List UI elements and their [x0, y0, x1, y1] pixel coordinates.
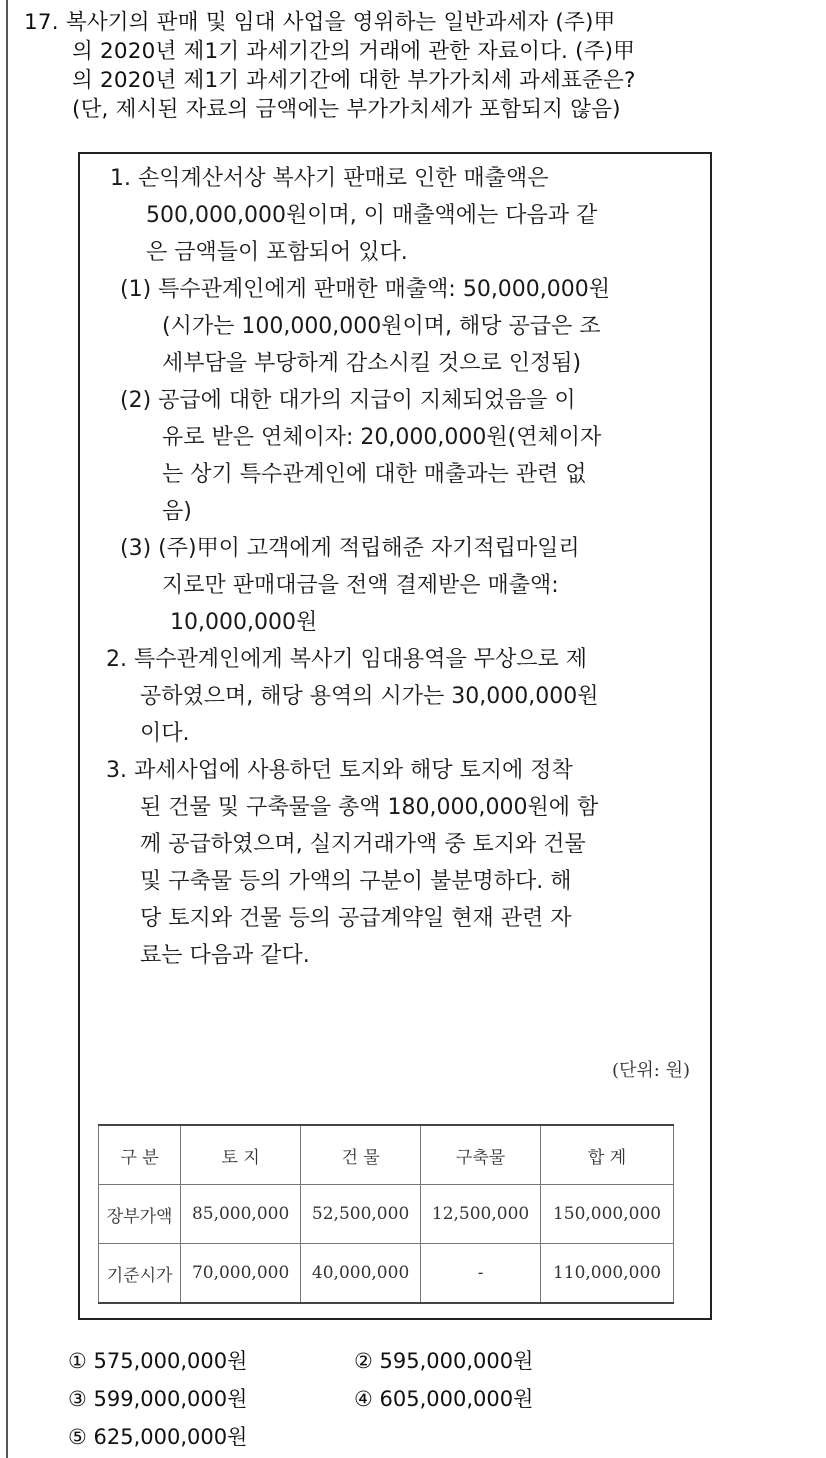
question-line: (단, 제시된 자료의 금액에는 부가가치세가 포함되지 않음): [72, 97, 621, 122]
box-line: (3) (주)甲이 고객에게 적립해준 자기적립마일리: [120, 536, 580, 561]
box-line: (1) 특수관계인에게 판매한 매출액: 50,000,000원: [120, 277, 611, 302]
table-cell: 장부가액: [99, 1185, 181, 1244]
box-line: 유로 받은 연체이자: 20,000,000원(연체이자: [162, 425, 602, 450]
data-box-text: [100, 160, 700, 974]
data-box: [78, 152, 712, 1320]
table-row: [99, 1244, 674, 1304]
table-cell: 150,000,000: [541, 1185, 674, 1244]
table-cell: 70,000,000: [181, 1244, 301, 1304]
question-line: 의 2020년 제1기 과세기간에 대한 부가가치세 과세표준은?: [72, 68, 636, 93]
question-stem: [24, 8, 804, 124]
box-line: (시가는 100,000,000원이며, 해당 공급은 조: [162, 314, 601, 339]
box-line: 지로만 판매대금을 전액 결제받은 매출액:: [162, 573, 559, 598]
question-number: 17.: [24, 10, 59, 35]
table-header-cell: 합 계: [541, 1125, 674, 1185]
box-line: (2) 공급에 대한 대가의 지급이 지체되었음을 이: [120, 388, 576, 413]
table-cell: 110,000,000: [541, 1244, 674, 1304]
box-line: 1. 손익계산서상 복사기 판매로 인한 매출액은: [110, 166, 549, 191]
box-line: 음): [162, 499, 192, 524]
box-line: 공하였으며, 해당 용역의 시가는 30,000,000원: [140, 684, 599, 709]
table-header-row: [99, 1125, 674, 1185]
table-cell: 85,000,000: [181, 1185, 301, 1244]
box-line: 10,000,000원: [170, 610, 318, 635]
table-cell: 12,500,000: [421, 1185, 541, 1244]
box-line: 및 구축물 등의 가액의 구분이 불분명하다. 해: [140, 869, 572, 894]
table-header-cell: 구 분: [99, 1125, 181, 1185]
table-row: [99, 1185, 674, 1244]
box-line: 세부담을 부당하게 감소시킬 것으로 인정됨): [162, 351, 582, 376]
table-cell: 40,000,000: [301, 1244, 421, 1304]
box-line: 료는 다음과 같다.: [140, 943, 310, 968]
box-line: 이다.: [140, 721, 190, 746]
left-margin-rule: [6, 0, 8, 1458]
choice-2[interactable]: ② 595,000,000원: [354, 1349, 534, 1373]
table-cell: 기준시가: [99, 1244, 181, 1304]
table-header-cell: 구축물: [421, 1125, 541, 1185]
box-line: 는 상기 특수관계인에 대한 매출과는 관련 없: [162, 462, 587, 487]
value-table: [98, 1124, 674, 1304]
box-line: 3. 과세사업에 사용하던 토지와 해당 토지에 정착: [106, 758, 573, 783]
choice-4[interactable]: ④ 605,000,000원: [354, 1387, 534, 1411]
table-header-cell: 토 지: [181, 1125, 301, 1185]
question-line: 의 2020년 제1기 과세기간의 거래에 관한 자료이다. (주)甲: [72, 39, 635, 64]
choice-5[interactable]: ⑤ 625,000,000원: [68, 1425, 248, 1449]
box-line: 된 건물 및 구축물을 총액 180,000,000원에 함: [140, 795, 599, 820]
box-line: 2. 특수관계인에게 복사기 임대용역을 무상으로 제: [106, 647, 587, 672]
choice-3[interactable]: ③ 599,000,000원: [68, 1387, 248, 1411]
choice-1[interactable]: ① 575,000,000원: [68, 1349, 248, 1373]
question-line: 17. 복사기의 판매 및 임대 사업을 영위하는 일반과세자 (주)甲: [24, 10, 616, 35]
table-header-cell: 건 물: [301, 1125, 421, 1185]
box-line: 께 공급하였으며, 실지거래가액 중 토지와 건물: [140, 832, 586, 857]
box-line: 500,000,000원이며, 이 매출액에는 다음과 같: [146, 203, 598, 228]
box-line: 당 토지와 건물 등의 공급계약일 현재 관련 자: [140, 906, 572, 931]
box-line: 은 금액들이 포함되어 있다.: [146, 240, 408, 265]
table-cell: 52,500,000: [301, 1185, 421, 1244]
table-cell: -: [421, 1244, 541, 1304]
unit-label: (단위: 원): [612, 1060, 690, 1081]
